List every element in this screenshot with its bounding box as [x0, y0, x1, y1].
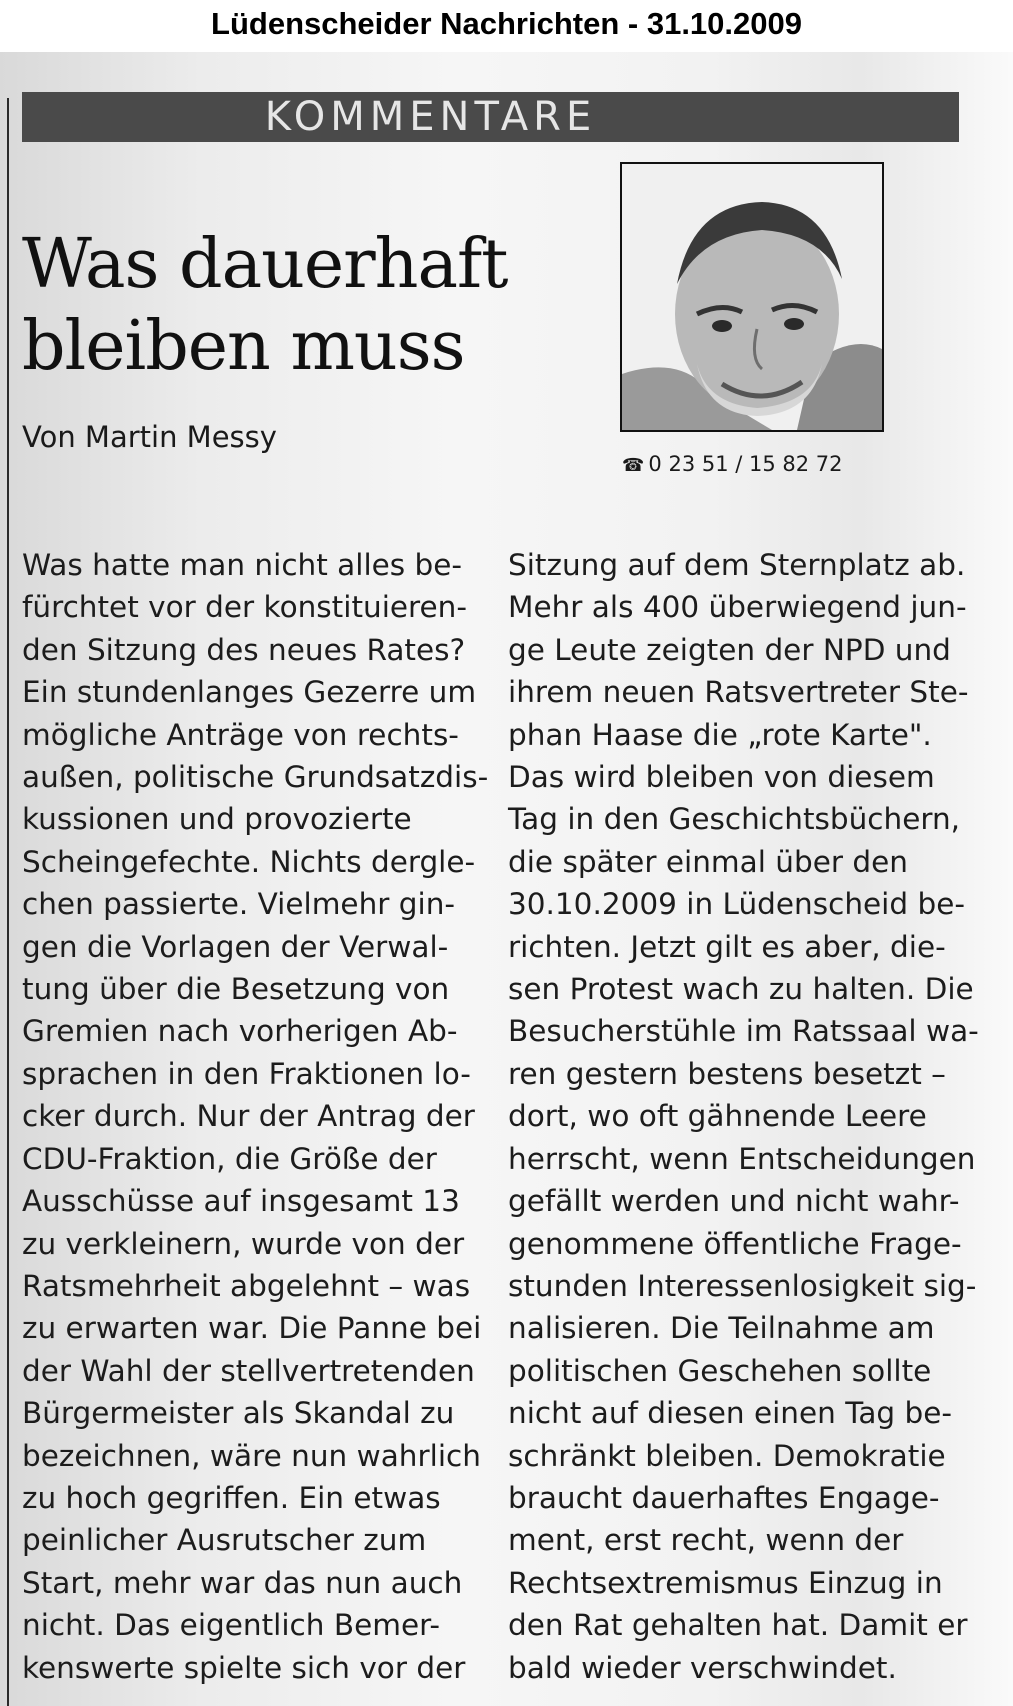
- article-line: chen passierte. Vielmehr gin-: [22, 887, 456, 922]
- article-line: fürchtet vor der konstituieren-: [22, 590, 468, 625]
- article-line: phan Haase die „rote Karte".: [508, 717, 932, 752]
- byline: Von Martin Messy: [22, 420, 277, 454]
- article-line: richten. Jetzt gilt es aber, die-: [508, 929, 946, 964]
- article-line: kenswerte spielte sich vor der: [22, 1650, 466, 1685]
- newspaper-clipping: [0, 52, 1013, 1706]
- article-line: Ausschüsse auf insgesamt 13: [22, 1184, 460, 1219]
- telephone-icon: ☎: [622, 455, 645, 476]
- article-line: stunden Interessenlosigkeit sig-: [508, 1268, 977, 1303]
- article-line: nalisieren. Die Teilnahme am: [508, 1311, 935, 1346]
- article-line: zu verkleinern, wurde von der: [22, 1226, 465, 1261]
- article-line: Ratsmehrheit abgelehnt – was: [22, 1268, 471, 1303]
- article-line: peinlicher Ausrutscher zum: [22, 1523, 427, 1558]
- author-portrait-image: [622, 164, 882, 430]
- article-line: sprachen in den Fraktionen lo-: [22, 1056, 471, 1091]
- article-line: sen Protest wach zu halten. Die: [508, 972, 974, 1007]
- section-label: KOMMENTARE: [264, 94, 597, 140]
- article-line: Mehr als 400 überwiegend jun-: [508, 590, 967, 625]
- article-line: den Rat gehalten hat. Damit er: [508, 1608, 968, 1643]
- article-line: herrscht, wenn Entscheidungen: [508, 1141, 976, 1176]
- source-header: Lüdenscheider Nachrichten - 31.10.2009: [211, 6, 802, 41]
- article-line: Scheingefechte. Nichts dergle-: [22, 844, 476, 879]
- article-line: außen, politische Grundsatzdis-: [22, 760, 489, 795]
- headline-line-1: Was dauerhaft: [22, 225, 508, 304]
- article-line: genommene öffentliche Frage-: [508, 1226, 962, 1261]
- article-line: gen die Vorlagen der Verwal-: [22, 929, 449, 964]
- article-column-left: [22, 544, 489, 1689]
- article-line: braucht dauerhaftes Engage-: [508, 1480, 940, 1515]
- article-line: bald wieder verschwindet.: [508, 1650, 897, 1685]
- column-rule: [7, 98, 9, 1706]
- article-line: ge Leute zeigten der NPD und: [508, 632, 951, 667]
- article-line: zu hoch gegriffen. Ein etwas: [22, 1480, 441, 1515]
- article-line: nicht. Das eigentlich Bemer-: [22, 1608, 440, 1643]
- article-line: politischen Geschehen sollte: [508, 1353, 932, 1388]
- headline-line-2: bleiben muss: [22, 307, 465, 386]
- article-line: schränkt bleiben. Demokratie: [508, 1438, 946, 1473]
- article-line: mögliche Anträge von rechts-: [22, 717, 459, 752]
- article-line: bezeichnen, wäre nun wahrlich: [22, 1438, 481, 1473]
- article-column-right: [508, 544, 988, 1689]
- article-line: nicht auf diesen einen Tag be-: [508, 1396, 953, 1431]
- article-line: Sitzung auf dem Sternplatz ab.: [508, 548, 966, 582]
- phone-number: 0 23 51 / 15 82 72: [648, 452, 843, 476]
- article-line: Start, mehr war das nun auch: [22, 1565, 463, 1600]
- article-line: ren gestern bestens besetzt –: [508, 1056, 946, 1091]
- article-line: 30.10.2009 in Lüdenscheid be-: [508, 887, 965, 922]
- author-photo: [620, 162, 884, 432]
- article-line: Was hatte man nicht alles be-: [22, 548, 463, 582]
- article-line: den Sitzung des neues Rates?: [22, 632, 466, 667]
- article-line: kussionen und provozierte: [22, 802, 412, 837]
- article-line: der Wahl der stellvertretenden: [22, 1353, 475, 1388]
- article-line: CDU-Fraktion, die Größe der: [22, 1141, 437, 1176]
- phone-contact: [622, 452, 843, 476]
- article-line: Bürgermeister als Skandal zu: [22, 1396, 455, 1431]
- article-line: zu erwarten war. Die Panne bei: [22, 1311, 482, 1346]
- article-line: ment, erst recht, wenn der: [508, 1523, 904, 1558]
- article-line: ihrem neuen Ratsvertreter Ste-: [508, 675, 969, 710]
- article-line: tung über die Besetzung von: [22, 972, 450, 1007]
- article-line: Rechtsextremismus Einzug in: [508, 1565, 943, 1600]
- article-line: Ein stundenlanges Gezerre um: [22, 675, 477, 710]
- headline: [22, 224, 582, 388]
- article-line: Tag in den Geschichtsbüchern,: [508, 802, 961, 837]
- article-line: die später einmal über den: [508, 844, 908, 879]
- article-line: Gremien nach vorherigen Ab-: [22, 1014, 458, 1049]
- article-line: gefällt werden und nicht wahr-: [508, 1184, 960, 1219]
- article-line: Besucherstühle im Ratssaal wa-: [508, 1014, 979, 1049]
- section-bar: [22, 92, 959, 142]
- article-line: cker durch. Nur der Antrag der: [22, 1099, 475, 1134]
- article-line: dort, wo oft gähnende Leere: [508, 1099, 927, 1134]
- article-line: Das wird bleiben von diesem: [508, 760, 935, 795]
